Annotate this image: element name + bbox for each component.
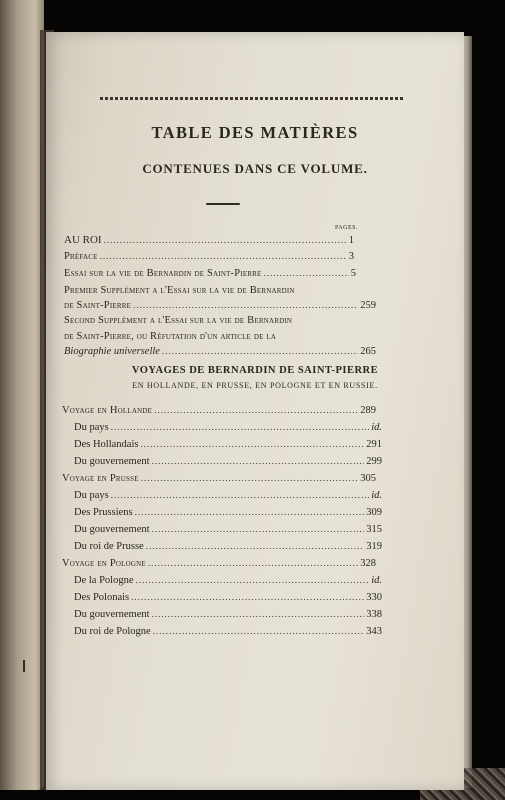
toc-subentry bbox=[74, 490, 382, 506]
toc-entry-page: id. bbox=[371, 422, 382, 433]
dot-leader bbox=[152, 524, 365, 534]
toc-entry-label: Du roi de Prusse bbox=[74, 541, 144, 552]
toc-subentry bbox=[74, 507, 382, 523]
toc-entry-page: 289 bbox=[360, 405, 376, 416]
toc-entry-label: Des Hollandais bbox=[74, 439, 139, 450]
toc-entry-label: Du gouvernement bbox=[74, 524, 150, 535]
toc-entry bbox=[64, 268, 356, 284]
toc-subentry bbox=[74, 592, 382, 608]
toc-entry bbox=[64, 234, 354, 250]
toc-entry-label-line: Premier Supplément a l'Essai sur la vie de Bernardin bbox=[64, 285, 295, 296]
toc-entry-page: 291 bbox=[366, 439, 382, 450]
toc-subentry bbox=[74, 422, 382, 438]
toc-entry-label-line: Second Supplément a l'Essai sur la vie de Bernardin bbox=[64, 315, 293, 326]
toc-entry-label: Biographie universelle bbox=[64, 346, 160, 357]
dot-leader bbox=[140, 439, 364, 449]
margin-mark bbox=[23, 660, 25, 672]
left-page-edge bbox=[0, 0, 44, 790]
toc-entry-label: De la Pologne bbox=[74, 575, 134, 586]
toc-entry-label: Du roi de Pologne bbox=[74, 626, 151, 637]
dot-leader bbox=[104, 235, 347, 245]
toc-section-entry bbox=[62, 558, 376, 574]
toc-entry-page: id. bbox=[371, 490, 382, 501]
toc-subentry bbox=[74, 541, 382, 557]
toc-entry-page: 315 bbox=[366, 524, 382, 535]
toc-entry bbox=[64, 300, 376, 316]
book-page bbox=[46, 32, 464, 790]
toc-entry-label: Voyage en Prusse bbox=[62, 473, 139, 484]
dot-leader bbox=[153, 626, 365, 636]
toc-entry-page: 305 bbox=[360, 473, 376, 484]
toc-entry-label: Du pays bbox=[74, 490, 109, 501]
toc-entry-label: de Saint-Pierre bbox=[64, 300, 132, 311]
table-of-contents bbox=[46, 32, 464, 790]
toc-entry-page: 259 bbox=[360, 300, 376, 311]
toc-entry-label: Préface bbox=[64, 251, 98, 262]
dot-leader bbox=[111, 422, 369, 432]
toc-subentry bbox=[74, 456, 382, 472]
dot-leader bbox=[133, 300, 358, 310]
toc-entry-page: id. bbox=[371, 575, 382, 586]
toc-entry-page: 328 bbox=[360, 558, 376, 569]
dot-leader bbox=[141, 473, 359, 483]
toc-subentry bbox=[74, 524, 382, 540]
dot-leader bbox=[152, 456, 365, 466]
toc-subentry bbox=[74, 626, 382, 642]
toc-entry-label-line: de Saint-Pierre, ou Réfutation d'un article de la bbox=[64, 331, 277, 342]
toc-section-entry bbox=[62, 405, 376, 421]
toc-entry-label: Des Polonais bbox=[74, 592, 130, 603]
dot-leader bbox=[264, 268, 349, 278]
toc-section-entry bbox=[62, 473, 376, 489]
toc-entry-page: 3 bbox=[348, 251, 354, 262]
toc-entry-page: 319 bbox=[366, 541, 382, 552]
toc-entry bbox=[64, 251, 354, 267]
toc-entry-label: Voyage en Hollande bbox=[62, 405, 153, 416]
toc-subentry bbox=[74, 439, 382, 455]
page-subtitle: CONTENUES DANS CE VOLUME. bbox=[142, 161, 368, 176]
dot-leader bbox=[131, 592, 364, 602]
dot-leader bbox=[154, 405, 358, 415]
toc-entry-page: 309 bbox=[366, 507, 382, 518]
toc-entry-page: 265 bbox=[360, 346, 376, 357]
toc-entry-page: 338 bbox=[366, 609, 382, 620]
toc-entry-page: 330 bbox=[366, 592, 382, 603]
toc-entry bbox=[64, 346, 376, 362]
dot-leader bbox=[152, 609, 365, 619]
pages-column-label: PAGES. bbox=[335, 225, 358, 231]
section-subtitle: EN HOLLANDE, EN PRUSSE, EN POLOGNE ET EN RUSSIE. bbox=[132, 381, 378, 390]
toc-entry-page: 299 bbox=[366, 456, 382, 467]
toc-subentry bbox=[74, 575, 382, 591]
toc-entry-page: 343 bbox=[366, 626, 382, 637]
dot-leader bbox=[111, 490, 369, 500]
dot-leader bbox=[135, 507, 365, 517]
section-title: VOYAGES DE BERNARDIN DE SAINT-PIERRE bbox=[131, 365, 379, 376]
toc-entry-label: Des Prussiens bbox=[74, 507, 133, 518]
toc-entry-label: AU ROI bbox=[64, 234, 102, 246]
toc-entry-label: Essai sur la vie de Bernardin de Saint-Pierre bbox=[64, 268, 262, 279]
toc-entry-label: Voyage en Pologne bbox=[62, 558, 146, 569]
page-title: TABLE DES MATIÈRES bbox=[151, 123, 359, 142]
toc-entry-page: 5 bbox=[350, 268, 356, 279]
dot-leader bbox=[162, 346, 358, 356]
dot-leader bbox=[148, 558, 358, 568]
toc-entry-page: 1 bbox=[348, 235, 354, 246]
dot-leader bbox=[136, 575, 370, 585]
dot-leader bbox=[146, 541, 365, 551]
toc-entry-label: Du gouvernement bbox=[74, 456, 150, 467]
toc-subentry bbox=[74, 609, 382, 625]
toc-entry-label: Du gouvernement bbox=[74, 609, 150, 620]
toc-entry-label: Du pays bbox=[74, 422, 109, 433]
dot-leader bbox=[100, 251, 347, 261]
